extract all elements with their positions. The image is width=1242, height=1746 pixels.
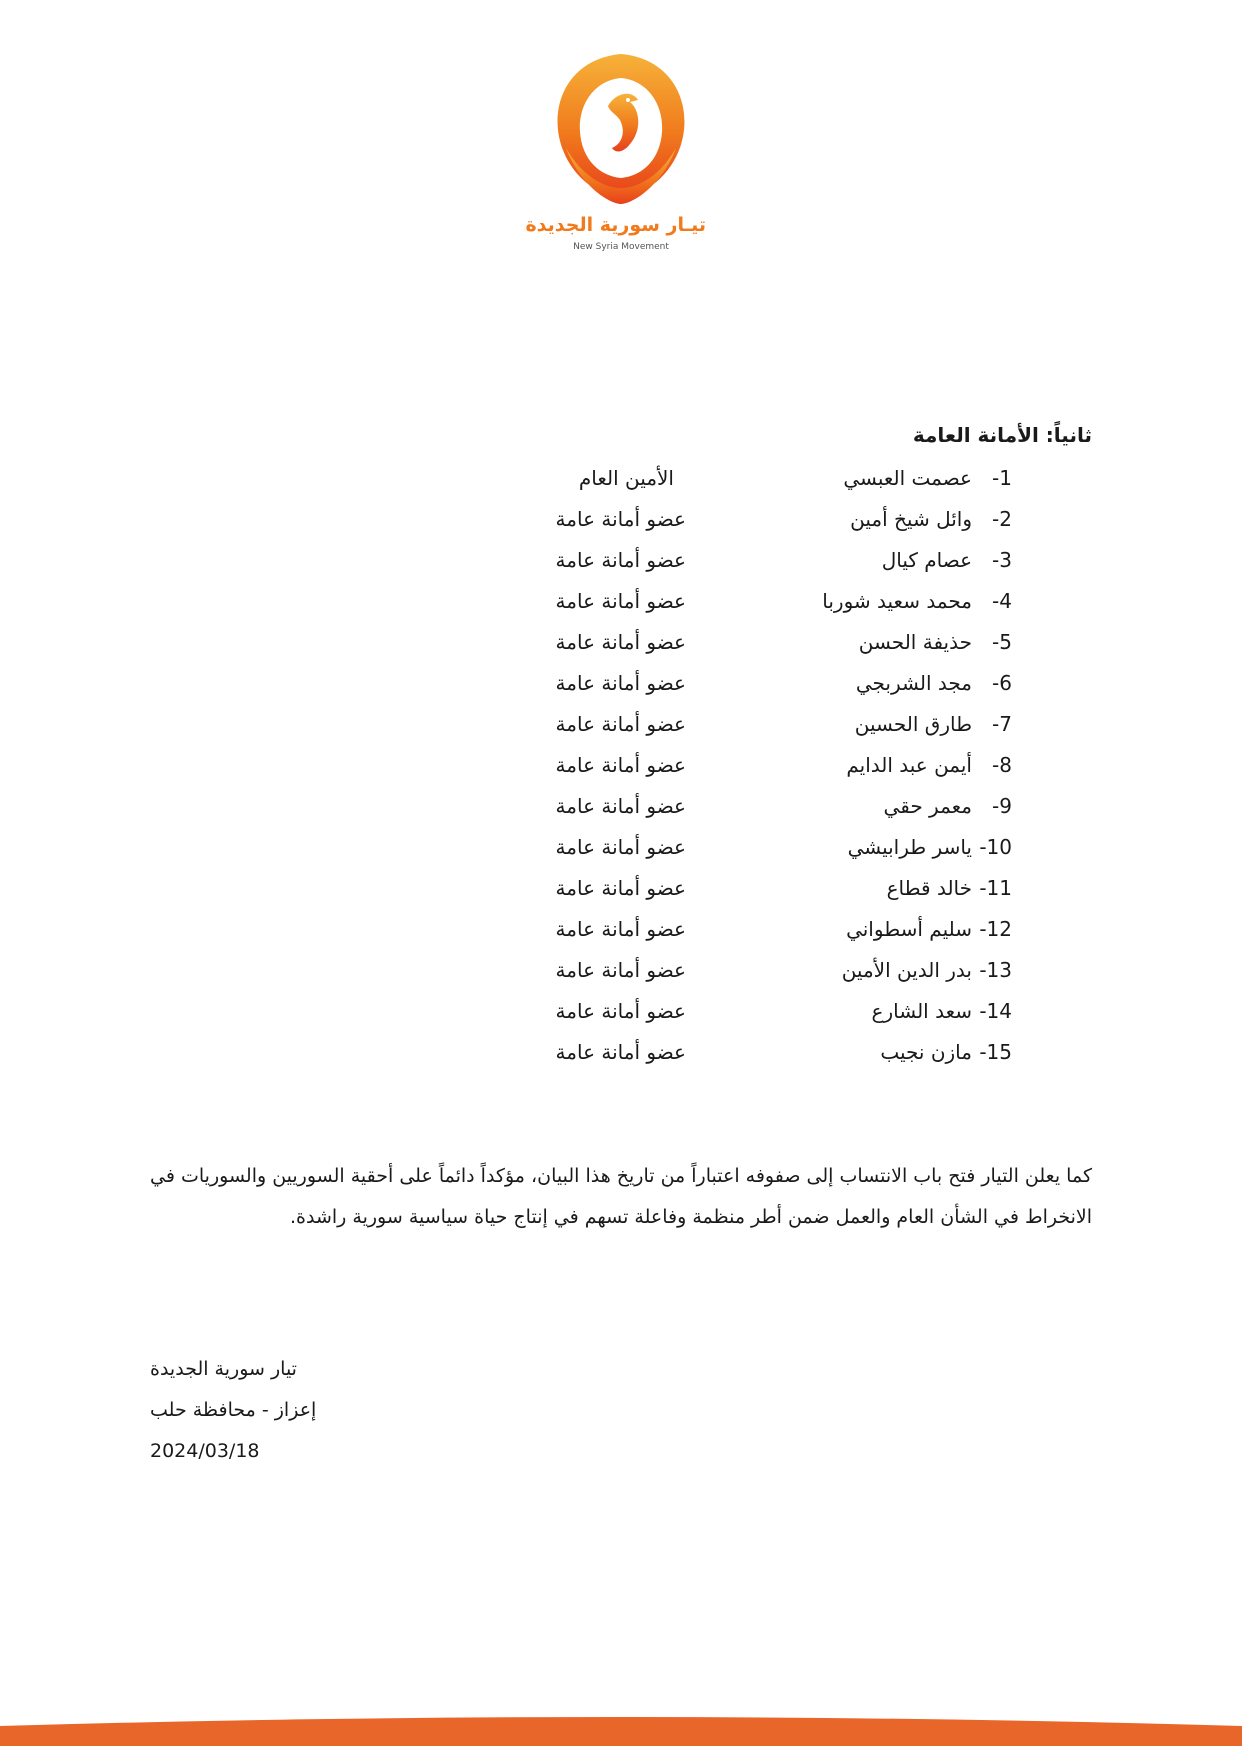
member-number: -11 — [979, 876, 1012, 900]
announcement-paragraph: كما يعلن التيار فتح باب الانتساب إلى صفوفه اعتباراً من تاريخ هذا البيان، مؤكداً دائماً على أحقية السوريين والسوريات في الانخراط في الشأن العام والعمل ضمن أطر منظمة وفاعلة تسهم في إنتاج حياة سياسية سورية راشدة. — [150, 1165, 1092, 1228]
member-row — [0, 993, 1242, 1034]
member-name: ياسر طرابيشي — [847, 835, 972, 859]
member-number: -2 — [992, 507, 1012, 531]
member-role: عضو أمانة عامة — [555, 548, 686, 572]
member-row — [0, 1034, 1242, 1075]
member-role: عضو أمانة عامة — [555, 589, 686, 613]
member-row — [0, 747, 1242, 788]
member-name: أيمن عبد الدايم — [846, 753, 972, 777]
member-row — [0, 542, 1242, 583]
member-role: عضو أمانة عامة — [555, 917, 686, 941]
member-number: -14 — [979, 999, 1012, 1023]
member-name: بدر الدين الأمين — [841, 958, 972, 982]
member-row — [0, 706, 1242, 747]
signature-location: إعزاز - محافظة حلب — [150, 1399, 317, 1421]
member-row — [0, 911, 1242, 952]
member-name: عصام كيال — [881, 548, 972, 572]
member-number: -4 — [992, 589, 1012, 613]
member-role: عضو أمانة عامة — [555, 958, 686, 982]
member-row — [0, 870, 1242, 911]
member-role: عضو أمانة عامة — [555, 835, 686, 859]
member-number: -5 — [992, 630, 1012, 654]
member-role: عضو أمانة عامة — [555, 876, 686, 900]
signature-block — [150, 1358, 450, 1481]
member-name: محمد سعيد شوربا — [822, 589, 972, 613]
member-number: -13 — [979, 958, 1012, 982]
member-name: خالد قطاع — [886, 876, 972, 900]
member-row — [0, 788, 1242, 829]
member-row — [0, 665, 1242, 706]
organization-logo — [525, 48, 706, 258]
member-name: مازن نجيب — [880, 1040, 972, 1064]
member-row — [0, 829, 1242, 870]
member-name: معمر حقي — [883, 794, 972, 818]
member-number: -12 — [979, 917, 1012, 941]
member-role: عضو أمانة عامة — [555, 794, 686, 818]
member-role: عضو أمانة عامة — [555, 753, 686, 777]
signature-organization: تيار سورية الجديدة — [150, 1358, 297, 1380]
footer-decorative-bar — [0, 1696, 1242, 1746]
member-number: -1 — [992, 466, 1012, 490]
member-row — [0, 501, 1242, 542]
section-heading: ثانياً: الأمانة العامة — [912, 423, 1092, 447]
member-role: عضو أمانة عامة — [555, 1040, 686, 1064]
member-list — [0, 460, 1242, 1064]
member-name: وائل شيخ أمين — [850, 507, 972, 531]
member-name: مجد الشربجي — [855, 671, 972, 695]
member-row — [0, 583, 1242, 624]
logo-english-name: New Syria Movement — [573, 242, 669, 252]
member-role: عضو أمانة عامة — [555, 712, 686, 736]
member-number: -9 — [992, 794, 1012, 818]
member-row — [0, 624, 1242, 665]
member-role: عضو أمانة عامة — [555, 999, 686, 1023]
member-number: -7 — [992, 712, 1012, 736]
member-role: الأمين العام — [578, 466, 674, 490]
member-number: -3 — [992, 548, 1012, 572]
member-role: عضو أمانة عامة — [555, 507, 686, 531]
member-number: -10 — [979, 835, 1012, 859]
member-name: سعد الشارع — [871, 999, 972, 1023]
member-name: طارق الحسين — [854, 712, 972, 736]
member-number: -6 — [992, 671, 1012, 695]
member-number: -15 — [979, 1040, 1012, 1064]
member-row — [0, 952, 1242, 993]
member-role: عضو أمانة عامة — [555, 671, 686, 695]
logo-arabic-name: تيـار سورية الجديدة — [525, 214, 706, 236]
member-row — [0, 460, 1242, 501]
signature-date: 2024/03/18 — [150, 1440, 260, 1462]
member-name: عصمت العبسي — [843, 466, 972, 490]
member-role: عضو أمانة عامة — [555, 630, 686, 654]
member-number: -8 — [992, 753, 1012, 777]
phoenix-emblem-icon — [546, 48, 696, 208]
member-name: حذيفة الحسن — [858, 630, 972, 654]
member-name: سليم أسطواني — [846, 917, 972, 941]
